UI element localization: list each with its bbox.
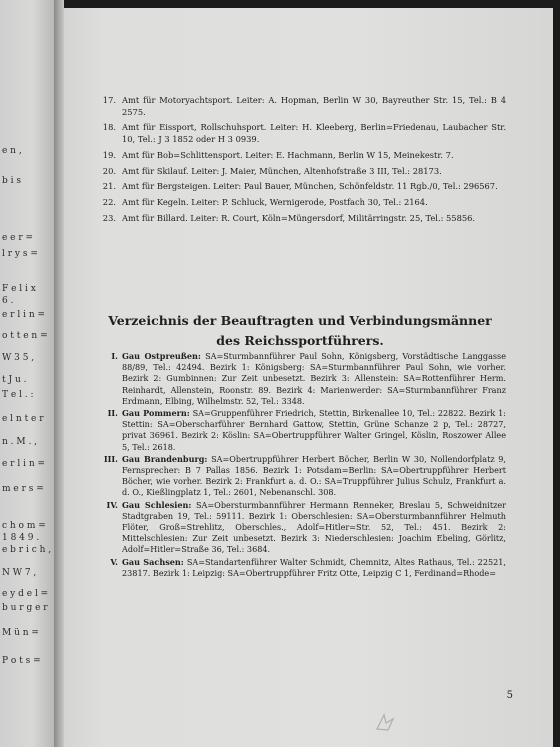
section-text: SA=Sturmbannführer Paul Sohn, Königsberg, Vorstädtische Langgasse 88/89, Tel.: 42494. Bezirk 1: Königsberg: SA=Sturmbannführer Paul Sohn, wie vorher. Bezirk 2: Gumbinnen: Zur Zeit unbesetzt. Bezirk 3: Allenstein: SA=Rottenführer Herm. Reinhardt, Allenstein, Roonstr. 89. Bezirk 4: Marienwerder: SA=Sturmbannführer Franz Erdmann, Elbing, Wilhelmstr. 52, Tel.: 3348. [122,351,506,406]
gau-section [94,500,506,556]
section-body [122,500,506,556]
gau-name: Gau Ostpreußen: [122,351,201,361]
facing-page [0,0,54,747]
office-list-item [94,181,506,193]
facing-page-fragment: W 3 5 , [2,353,35,363]
item-number: 17. [102,95,116,105]
facing-page-fragment: e r l i n = [2,459,46,469]
gau-name: Gau Pommern: [122,408,190,419]
section-roman-numeral: II. [107,408,118,419]
ink-mark-icon [374,711,396,733]
section-body [122,454,506,499]
gau-section [94,408,506,453]
facing-page-fragment: m e r s = [2,484,44,494]
section-heading [94,311,506,351]
facing-page-fragment: o t t e n = [2,331,48,341]
facing-page-fragment: b i s [2,176,21,186]
facing-page-fragment: e b r i c h , [2,545,52,555]
gau-name: Gau Brandenburg: [122,453,208,464]
item-number: 19. [102,149,116,160]
section-body [122,557,506,579]
section-text: SA=Gruppenführer Friedrich, Stettin, Birkenallee 10, Tel.: 22822. Bezirk 1: Stettin: SA=Oberscharführer Bernhard Gattow, Stettin, Grüne Schanze 2 p, Tel.: 28727, privat 36961. Bezirk 2: Köslin: SA=Obertruppführer Walter Gringel, Köslin, Roszower Allee 5, Tel.: 2618. [122,408,506,452]
facing-page-fragment: n . M . , [2,437,38,447]
gau-section [94,557,506,579]
book-gutter [54,0,64,747]
office-list-item [94,197,506,209]
item-number: 21. [102,181,116,192]
facing-page-fragment: e n , [2,146,22,156]
item-text: Amt für Skilauf. Leiter: J. Maier, München, Altenhofstraße 3 III, Tel.: 28173. [122,165,442,176]
item-text: Amt für Eissport, Rollschuhsport. Leiter: H. Kleeberg, Berlin=Friedenau, Laubacher Str. 10, Tel.: J 3 1852 oder H 3 0939. [122,122,506,144]
office-list-item [94,122,506,145]
facing-page-fragment: T e l . : [2,390,34,400]
book-page [64,8,553,747]
section-roman-numeral: I. [111,351,118,361]
section-body [122,351,506,407]
item-number: 23. [102,212,116,223]
office-list-item [94,166,506,178]
item-text: Amt für Motoryachtsport. Leiter: A. Hopman, Berlin W 30, Bayreuther Str. 15, Tel.: B 4 2575. [122,95,506,117]
heading-line-1: Verzeichnis der Beauftragten und Verbindungsmänner [108,313,492,328]
section-roman-numeral: III. [103,453,118,464]
gau-section [94,454,506,499]
facing-page-fragment: b u r g e r [2,603,48,613]
gau-name: Gau Sachsen: [122,556,184,567]
office-list-item [94,213,506,225]
section-roman-numeral: IV. [106,499,118,510]
gau-section [94,351,506,407]
facing-page-fragment: e l n t e r [2,414,44,424]
facing-page-fragment: t J u . [2,375,27,385]
item-text: Amt für Kegeln. Leiter: P. Schluck, Wernigerode, Postfach 30, Tel.: 2164. [122,197,428,208]
office-list [94,95,506,229]
section-body [122,408,506,453]
section-text: SA=Standartenführer Walter Schmidt, Chemnitz, Altes Rathaus, Tel.: 22521, 23817. Bezirk 1: Leipzig: SA=Obertruppführer Fritz Otte, Leipzig C 1, Ferdinand=Rhode= [122,556,507,578]
item-text: Amt für Bergsteigen. Leiter: Paul Bauer, München, Schönfeldstr. 11 Rgb./0, Tel.: 296567. [122,181,498,192]
facing-page-fragment: e e r = [2,233,34,243]
gau-name: Gau Schlesien: [122,499,192,510]
section-text: SA=Obertruppführer Herbert Böcher, Berlin W 30, Nollendorfplatz 9, Fernsprecher: B 7 Pallas 1856. Bezirk 1: Potsdam=Berlin: SA=Obertruppführer Herbert Böcher, wie vorher. Bezirk 2: Frankfurt a. d. O.: SA=Truppführer Julius Schulz, Frankfurt a. d. O., Kießlingplatz 1, Tel.: 2601, Nebenanschl. 308. [122,453,506,498]
item-text: Amt für Billard. Leiter: R. Court, Köln=Müngersdorf, Militärringstr. 25, Tel.: 55856. [122,212,476,223]
page-number: 5 [506,690,513,701]
facing-page-fragment: 1 8 4 9 . [2,533,40,543]
office-list-item [94,95,506,118]
item-number: 20. [102,165,116,176]
heading-line-2: des Reichssportführers. [216,333,384,348]
office-list-item [94,150,506,162]
facing-page-fragment: N W 7 , [2,568,37,578]
section-text: SA=Obersturmbannführer Hermann Renneker, Breslau 5, Schweidnitzer Stadtgraben 19, Tel.: 59111. Bezirk 1: Oberschlesien: SA=Obersturmbannführer Helmuth Flöter, Groß=Strehlitz, Oberschles., Adolf=Hitler=Str. 52, Tel.: 451. Bezirk 2: Mittelschlesien: Zur Zeit unbesetzt. Bezirk 3: Niederschlesien: Joachim Ebeling, Görlitz, Adolf=Hitler=Straße 36, Tel.: 3684. [122,499,506,555]
facing-page-fragment: e y d e l = [2,589,49,599]
facing-page-fragment: 6 . [2,296,14,306]
facing-page-fragment: l r y s = [2,249,38,259]
facing-page-fragment: e r l i n = [2,310,46,320]
facing-page-fragment: F e l i x [2,284,36,294]
facing-page-fragment: M ü n = [2,628,39,638]
section-roman-numeral: V. [110,556,118,567]
item-number: 18. [102,122,116,133]
facing-page-fragment: P o t s = [2,656,41,666]
facing-page-fragment: c h o m = [2,521,46,531]
item-text: Amt für Bob=Schlittensport. Leiter: E. Hachmann, Berlin W 15, Meinekestr. 7. [122,149,454,160]
item-number: 22. [102,197,116,208]
gau-sections [94,351,506,580]
